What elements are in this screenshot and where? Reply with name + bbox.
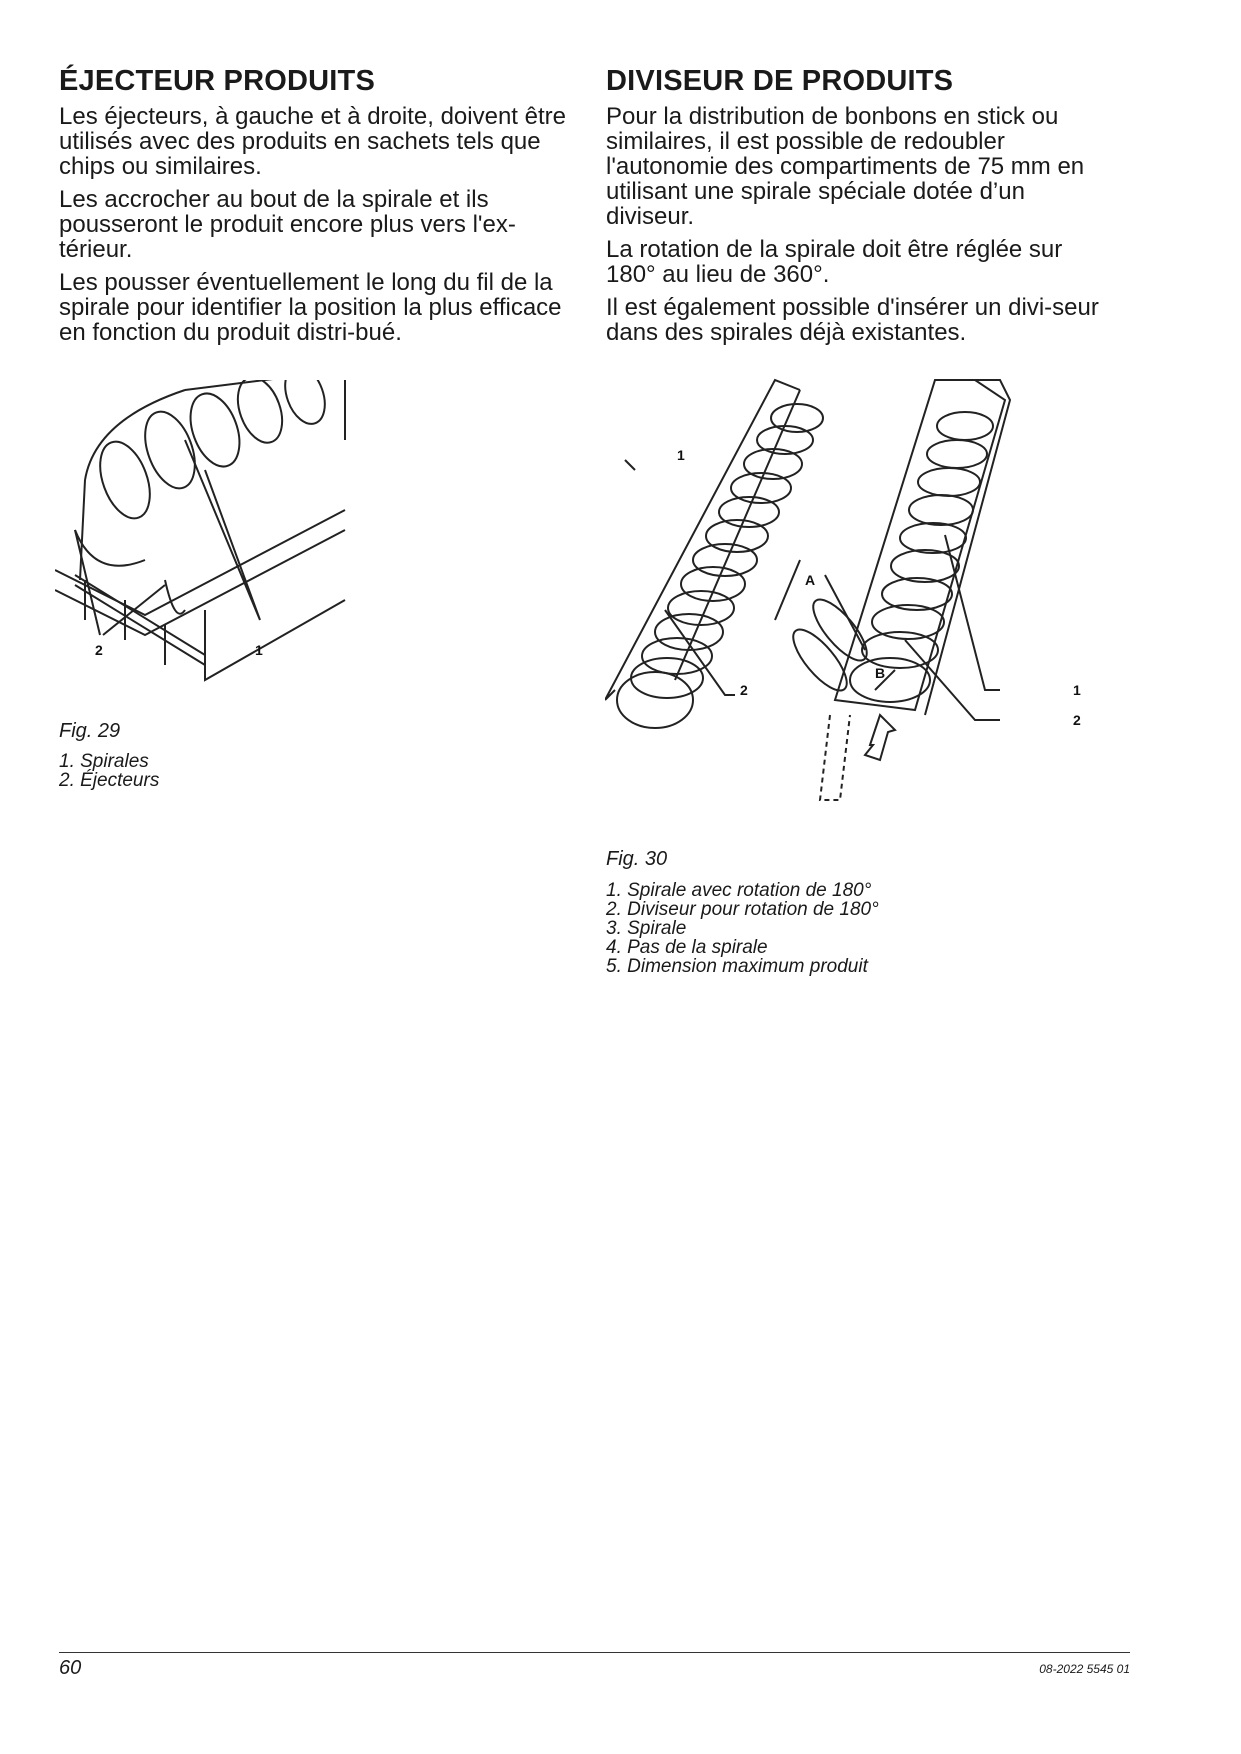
right-column bbox=[606, 64, 1116, 353]
callout-2-right: 2 bbox=[1073, 712, 1081, 728]
callout-1: 1 bbox=[255, 642, 263, 658]
callout-1-right: 1 bbox=[1073, 682, 1081, 698]
footer-divider bbox=[59, 1652, 1130, 1653]
paragraph: Les accrocher au bout de la spirale et ils pousseront le produit encore plus vers l'ex-térieur. bbox=[59, 186, 516, 263]
figure-29-ejector-illustration bbox=[55, 380, 400, 720]
legend-item: 4. Pas de la spirale bbox=[606, 937, 768, 958]
paragraph: Les pousser éventuellement le long du fil de la spirale pour identifier la position la plus efficace en fonction du produit distri-bué. bbox=[59, 269, 562, 346]
paragraph: Les éjecteurs, à gauche et à droite, doivent être utilisés avec des produits en sachets tels que chips ou similaires. bbox=[59, 103, 566, 180]
callout-2-left: 2 bbox=[740, 682, 748, 698]
figure-29-legend bbox=[59, 752, 159, 790]
page-number: 60 bbox=[59, 1657, 82, 1679]
paragraph: Il est également possible d'insérer un divi-seur dans des spirales déjà existantes. bbox=[606, 294, 1099, 346]
section-title-diviseur: DIVISEUR DE PRODUITS bbox=[606, 65, 954, 97]
legend-item: 2. Diviseur pour rotation de 180° bbox=[606, 899, 879, 920]
document-code: 08-2022 5545 01 bbox=[1039, 1662, 1130, 1676]
callout-2: 2 bbox=[95, 642, 103, 658]
legend-item: 1. Spirales bbox=[59, 751, 149, 772]
section-title-ejecteur: ÉJECTEUR PRODUITS bbox=[59, 65, 375, 97]
figure-30-caption: Fig. 30 bbox=[606, 848, 668, 870]
figure-30-legend bbox=[606, 881, 879, 976]
callout-1-left: 1 bbox=[677, 447, 685, 463]
paragraph: Pour la distribution de bonbons en stick ou similaires, il est possible de redoubler l'autonomie des compartiments de 75 mm en utilisant une spirale spéciale dotée d’un diviseur. bbox=[606, 103, 1085, 230]
figure-29-caption: Fig. 29 bbox=[59, 720, 121, 742]
legend-item: 1. Spirale avec rotation de 180° bbox=[606, 880, 872, 901]
figure-30-divider-illustration bbox=[605, 360, 1130, 840]
callout-A: A bbox=[805, 572, 816, 588]
legend-item: 3. Spirale bbox=[606, 918, 687, 939]
legend-item: 5. Dimension maximum produit bbox=[606, 956, 868, 977]
legend-item: 2. Éjecteurs bbox=[59, 770, 160, 791]
paragraph: La rotation de la spirale doit être réglée sur 180° au lieu de 360°. bbox=[606, 236, 1063, 288]
left-column bbox=[59, 64, 569, 353]
callout-B: B bbox=[875, 665, 886, 681]
